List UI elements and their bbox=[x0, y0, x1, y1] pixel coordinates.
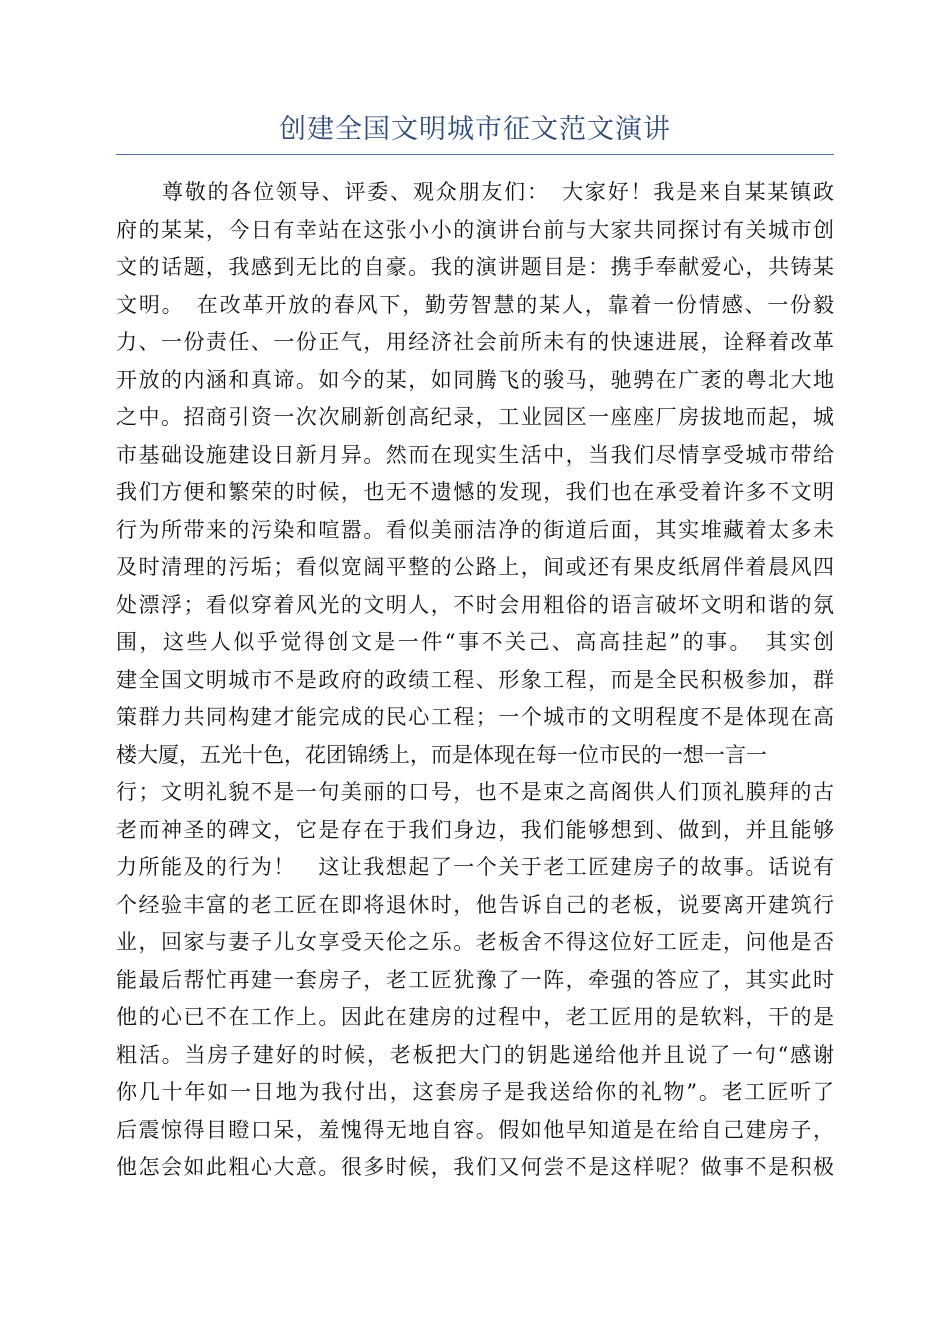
text-line: 力所能及的行为！ 这让我想起了一个关于老工匠建房子的故事。话说有 bbox=[116, 855, 834, 879]
document-title: 创建全国文明城市征文范文演讲 bbox=[279, 114, 671, 145]
text-line: 业，回家与妻子儿女享受天伦之乐。老板舍不得这位好工匠走，问他是否 bbox=[116, 930, 834, 954]
text-line: 文的话题，我感到无比的自豪。我的演讲题目是：携手奉献爱心，共铸某 bbox=[116, 255, 834, 279]
text-line: 楼大厦，五光十色，花团锦绣上，而是体现在每一位市民的一想一言一 bbox=[116, 742, 767, 767]
text-line: 你几十年如一日地为我付出，这套房子是我送给你的礼物”。老工匠听了 bbox=[116, 1080, 834, 1104]
text-line: 开放的内涵和真谛。如今的某，如同腾飞的骏马，驰骋在广袤的粤北大地 bbox=[116, 367, 834, 392]
text-line: 围，这些人似乎觉得创文是一件“事不关己、高高挂起”的事。 其实创 bbox=[116, 630, 834, 654]
text-line: 行为所带来的污染和喧嚣。看似美丽洁净的街道后面，其实堆藏着太多未 bbox=[116, 517, 834, 542]
text-line: 粗活。当房子建好的时候，老板把大门的钥匙递给他并且说了一句“感谢 bbox=[116, 1042, 834, 1067]
text-line: 文明。 在改革开放的春风下，勤劳智慧的某人，靠着一份情感、一份毅 bbox=[116, 292, 834, 317]
text-line: 处漂浮；看似穿着风光的文明人，不时会用粗俗的语言破坏文明和谐的氛 bbox=[116, 592, 834, 617]
text-line: 府的某某，今日有幸站在这张小小的演讲台前与大家共同探讨有关城市创 bbox=[116, 217, 834, 242]
text-line: 个经验丰富的老工匠在即将退休时，他告诉自己的老板，说要离开建筑行 bbox=[116, 892, 834, 917]
text-line: 策群力共同构建才能完成的民心工程；一个城市的文明程度不是体现在高 bbox=[116, 705, 834, 729]
text-line: 及时清理的污垢；看似宽阔平整的公路上，间或还有果皮纸屑伴着晨风四 bbox=[116, 555, 834, 579]
text-line: 他怎会如此粗心大意。很多时候，我们又何尝不是这样呢？做事不是积极 bbox=[116, 1155, 834, 1179]
document-body bbox=[116, 174, 834, 1187]
text-line: 我们方便和繁荣的时候，也无不遗憾的发现，我们也在承受着许多不文明 bbox=[116, 480, 834, 504]
text-line: 尊敬的各位领导、评委、观众朋友们： 大家好！我是来自某某镇政 bbox=[162, 180, 834, 204]
text-line: 他的心已不在工作上。因此在建房的过程中，老工匠用的是软料，干的是 bbox=[116, 1005, 834, 1029]
text-line: 市基础设施建设日新月异。然而在现实生活中，当我们尽情享受城市带给 bbox=[116, 442, 834, 467]
text-line: 能最后帮忙再建一套房子，老工匠犹豫了一阵，牵强的答应了，其实此时 bbox=[116, 967, 834, 992]
text-line: 后震惊得目瞪口呆，羞愧得无地自容。假如他早知道是在给自己建房子， bbox=[116, 1117, 834, 1142]
text-line: 力、一份责任、一份正气，用经济社会前所未有的快速进展，诠释着改革 bbox=[116, 330, 834, 354]
text-line: 行；文明礼貌不是一句美丽的口号，也不是束之高阁供人们顶礼膜拜的古 bbox=[116, 780, 834, 804]
text-line: 之中。招商引资一次次刷新创高纪录，工业园区一座座厂房拔地而起，城 bbox=[116, 405, 834, 429]
title-underline bbox=[116, 154, 834, 155]
text-line: 老而神圣的碑文，它是存在于我们身边，我们能够想到、做到，并且能够 bbox=[116, 817, 834, 842]
text-line: 建全国文明城市不是政府的政绩工程、形象工程，而是全民积极参加，群 bbox=[116, 667, 834, 692]
